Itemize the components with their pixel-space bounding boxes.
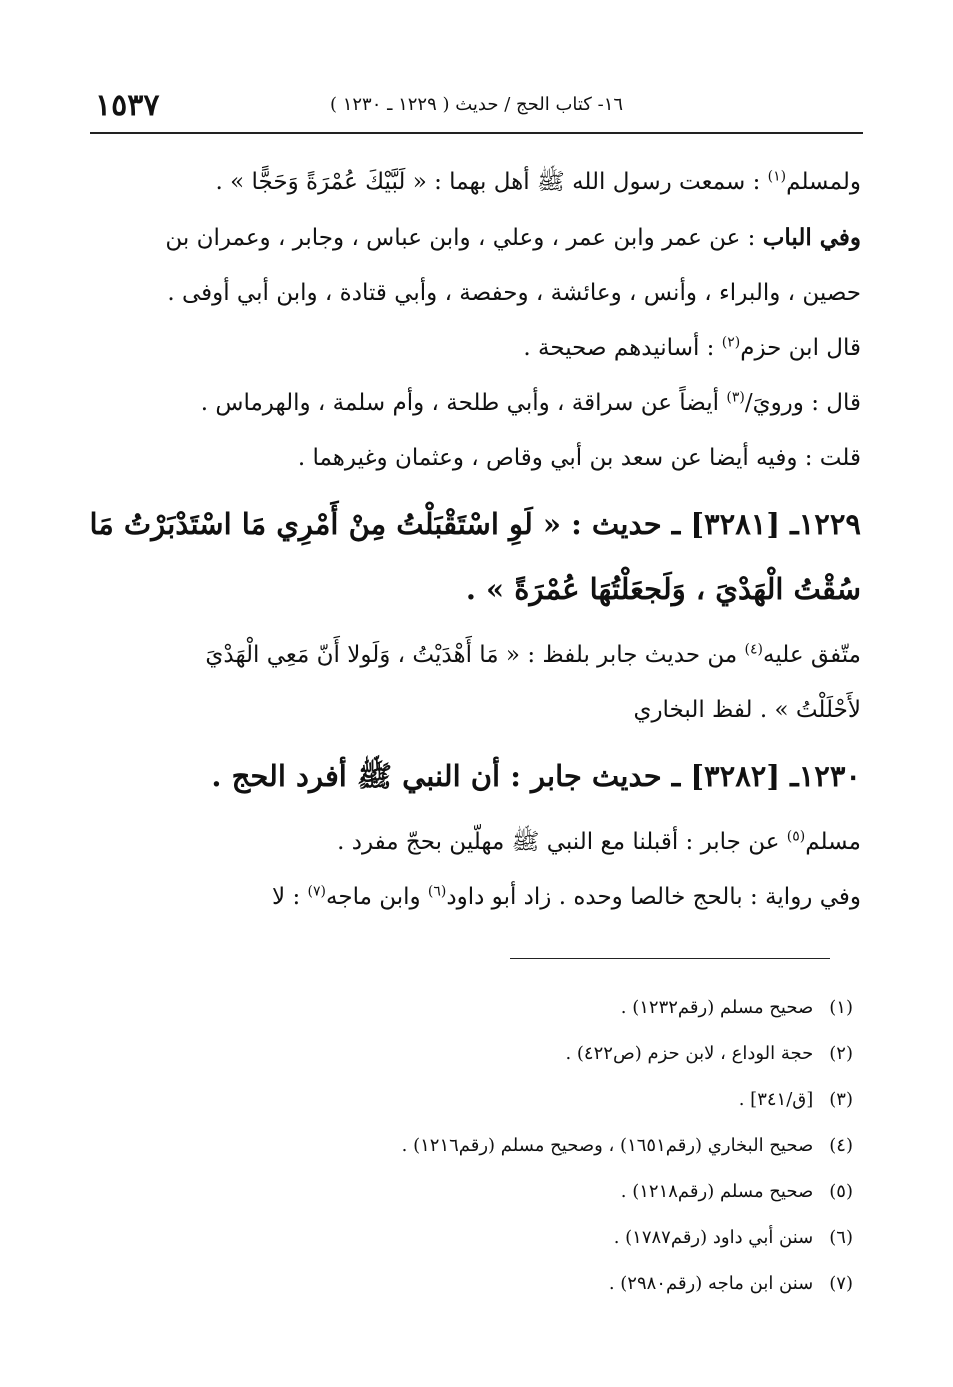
hadith-heading-line: ١٢٢٩ـ [٣٢٨١] ـ حديث : « لَوِ اسْتَقْبَلْتُ مِنْ أَمْرِي مَا اسْتَدْبَرْتُ مَا (89, 507, 861, 541)
hadith-heading-line: سُقْتُ الْهَدْيَ ، وَلَجعَلْتُهَا عُمْرَةً » . (465, 572, 861, 606)
footnote-text: صحيح مسلم (رقم١٢١٨) . (620, 1181, 814, 1202)
footnote (150, 1077, 853, 1123)
text-line: لأَحْلَلْتُ » . لفظ البخاري (633, 697, 861, 723)
text-line: قال ابن حزم$^{(٢)}$ : أسانيدهم صحيحة . (523, 334, 861, 361)
footnote-number: (٣) (829, 1089, 853, 1110)
page-number: ١٥٣٧ (95, 88, 160, 123)
text-line: قلت : وفيه أيضا عن سعد بن أبي وقاص ، وعثمان وغيرهما . (297, 445, 861, 471)
footnote (150, 1031, 853, 1077)
footnote-rule (510, 958, 830, 959)
footnote-text: سنن ابن ماجه (رقم٢٩٨٠) . (608, 1273, 814, 1294)
footnote-number: (٥) (829, 1181, 853, 1202)
footnotes (150, 985, 853, 1307)
footnote (150, 1215, 853, 1261)
footnote-number: (٢) (829, 1043, 853, 1064)
main-text (85, 155, 861, 925)
text-line: متّفق عليه$^{(٤)}$ من حديث جابر بلفظ : « مَا أَهْدَيْتُ ، وَلَولا أَنّ مَعِي الْهَدْيَ (205, 641, 861, 668)
footnote-number: (١) (829, 997, 853, 1018)
footnote-ref: (٦) (427, 883, 447, 900)
footnote (150, 1123, 853, 1169)
footnote (150, 985, 853, 1031)
header-rule (90, 132, 863, 134)
text-line: ولمسلم$^{(١)}$ : سمعت رسول الله ﷺ أهل بهما : « لَبَّيْكَ عُمْرَةً وَحَجًّا » . (215, 168, 861, 195)
hadith-heading-1230 (85, 744, 861, 809)
footnote-ref: (٥) (786, 828, 806, 845)
text-line: مسلم$^{(٥)}$ عن جابر : أقبلنا مع النبي ﷺ مهلّين بحجّ مفرد . (337, 828, 861, 855)
footnote-ref: (٢) (721, 334, 741, 351)
page-header (95, 88, 858, 130)
footnote-ref: (٧) (307, 883, 327, 900)
footnote-number: (٧) (829, 1273, 853, 1294)
footnote-ref: (٣) (726, 389, 745, 406)
hadith-heading-line: ١٢٣٠ـ [٣٢٨٢] ـ حديث جابر : أن النبي ﷺ أفرد الحج . (211, 759, 861, 793)
footnote-text: صحيح مسلم (رقم١٢٣٢) . (620, 997, 814, 1018)
footnote-text: حجة الوداع ، لابن حزم (ص٤٢٢) . (565, 1043, 814, 1064)
footnote (150, 1169, 853, 1215)
text-line: وفي رواية : بالحج خالصا وحده . زاد أبو داود$^{(٦)}$ وابن ماجه$^{(٧)}$ : لا (272, 883, 861, 910)
text-line: حصين ، والبراء ، وأنس ، وعائشة ، وحفصة ، وأبي قتادة ، وابن أبي أوفى . (167, 280, 861, 306)
footnote-ref: (١) (767, 168, 787, 185)
footnote-number: (٤) (829, 1135, 853, 1156)
section-label: وفي الباب (762, 224, 861, 251)
text-line: وفي الباب : عن عمر وابن عمر ، وعلي ، وابن عباس ، وجابر ، وعمران بن (165, 224, 861, 251)
footnote-text: [ق/٣٤١] . (738, 1089, 814, 1110)
footnote-text: صحيح البخاري (رقم١٦٥١) ، وصحيح مسلم (رقم١٢١٦) . (401, 1135, 814, 1156)
hadith-heading-1229 (85, 492, 861, 622)
footnote-number: (٦) (829, 1227, 853, 1248)
text-line: قال : ورويَ/$^{(٣)}$ أيضاً عن سراقة ، وأبي طلحة ، وأم سلمة ، والهرماس . (200, 389, 861, 416)
footnote (150, 1261, 853, 1307)
footnote-text: سنن أبي داود (رقم١٧٨٧) . (613, 1227, 814, 1248)
running-title: ١٦- كتاب الحج / حديث ( ١٢٢٩ ـ ١٢٣٠ ) (329, 94, 624, 115)
footnote-ref: (٤) (744, 641, 763, 658)
